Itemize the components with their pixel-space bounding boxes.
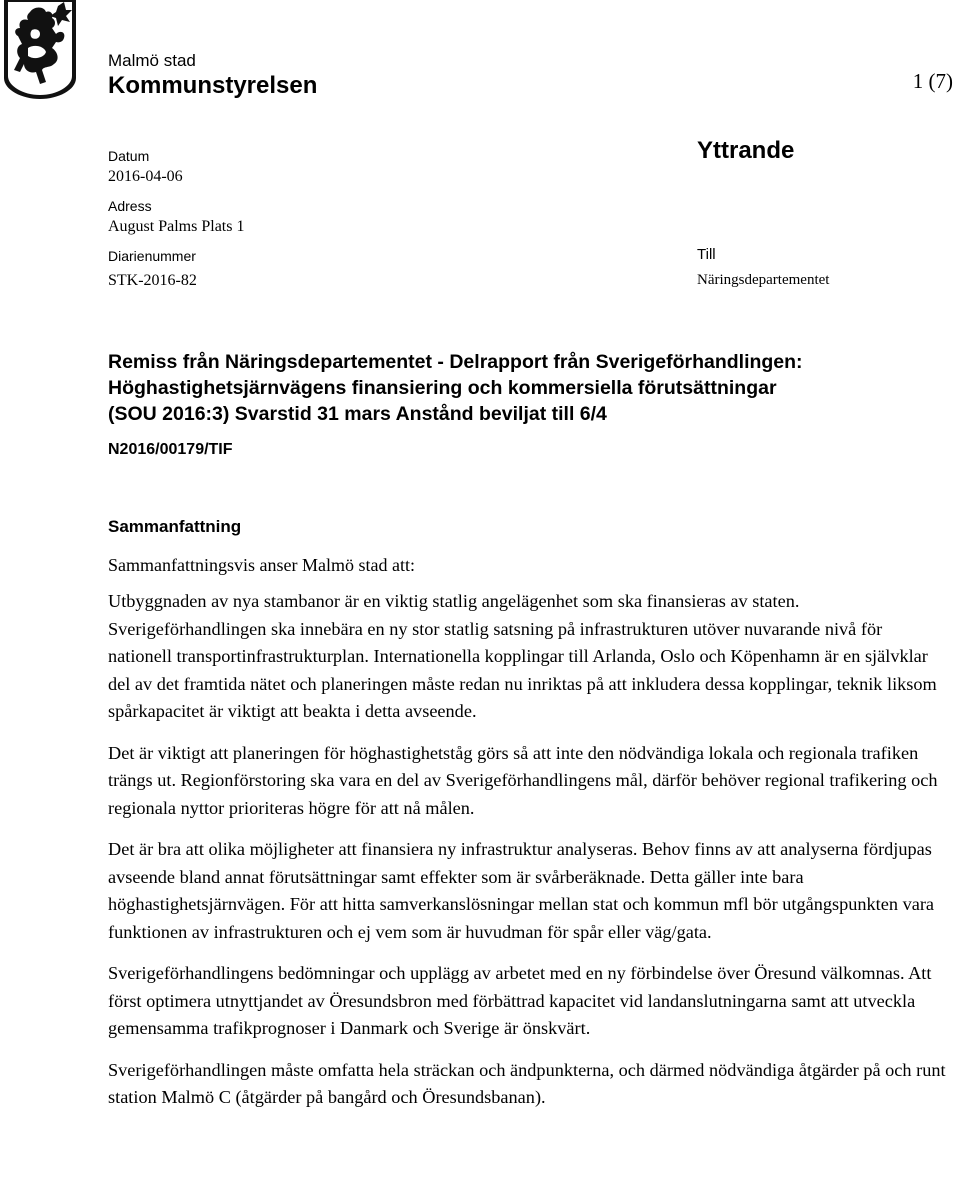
recipient-value: Näringsdepartementet	[697, 272, 830, 288]
title-line: (SOU 2016:3) Svarstid 31 mars Anstånd beviljat till 6/4	[108, 403, 607, 425]
page-number: 1 (7)	[912, 69, 953, 93]
summary-paragraph: Sverigeförhandlingen måste omfatta hela sträckan och ändpunkterna, och därmed nödvändiga åtgärder på och runt station Malmö C (åtgärder på bangård och Öresundsbanan).	[108, 1059, 946, 1107]
summary-paragraph: Utbyggnaden av nya stambanor är en viktig statlig angelägenhet som ska finansieras av staten. Sverigeförhandlingen ska innebära en ny stor statlig satsning på infrastrukturen utöver nuvarande nivå för nationell transportinfrastrukturplan. Internationella kopplingar till Arlanda, Oslo och Köpenhamn är en självklar del av det framtida nätet och planeringen måste redan nu inriktas på att inkludera dessa kopplingar, teknik liksom spårkapacitet är viktigt att beakta i detta avseende.	[108, 591, 937, 721]
diary-number-label: Diarienummer	[108, 248, 196, 264]
coat-of-arms-icon	[0, 0, 80, 100]
organization-name: Malmö stad	[108, 51, 196, 70]
document-type: Yttrande	[697, 137, 795, 164]
section-heading: Sammanfattning	[108, 517, 242, 536]
summary-body	[108, 588, 950, 1126]
address-label: Adress	[108, 198, 152, 214]
document-title	[108, 349, 958, 427]
organization-unit: Kommunstyrelsen	[108, 72, 318, 99]
address-value: August Palms Plats 1	[108, 218, 245, 235]
summary-paragraph: Det är bra att olika möjligheter att finansiera ny infrastruktur analyseras. Behov finns av att analyserna fördjupas avseende bland annat förutsättningar samt effekter som är svårberäknade. Detta gäller inte bara höghastighetsjärnvägen. För att hitta samverkanslösningar mellan stat och kommun mfl bör utgångspunkten vara funktionen av infrastrukturen och ej vem som är huvudman för spår eller väg/gata.	[108, 839, 935, 942]
summary-paragraph: Det är viktigt att planeringen för höghastighetståg görs så att inte den nödvändiga lokala och regionala trafiken trängs ut. Regionförstoring ska vara en del av Sverigeförhandlingens mål, därför behöver regional trafikering och regionala nyttor prioriteras högre för att nå målen.	[108, 742, 938, 818]
diary-number-value: STK-2016-82	[108, 272, 197, 289]
summary-paragraph: Sverigeförhandlingens bedömningar och upplägg av arbetet med en ny förbindelse över Öresund välkomnas. Att först optimera utnyttjandet av Öresundsbron med förbättrad kapacitet vid landanslutningarna samt att utveckla gemensamma trafikprognoser i Danmark och Sverige är önskvärt.	[108, 963, 932, 1038]
date-value: 2016-04-06	[108, 168, 183, 185]
title-line: Remiss från Näringsdepartementet - Delrapport från Sverigeförhandlingen:	[108, 351, 803, 373]
summary-intro: Sammanfattningsvis anser Malmö stad att:	[108, 555, 415, 575]
recipient-label: Till	[697, 246, 716, 263]
reference-number: N2016/00179/TIF	[108, 441, 233, 458]
date-label: Datum	[108, 148, 150, 164]
title-line: Höghastighetsjärnvägens finansiering och kommersiella förutsättningar	[108, 377, 777, 399]
